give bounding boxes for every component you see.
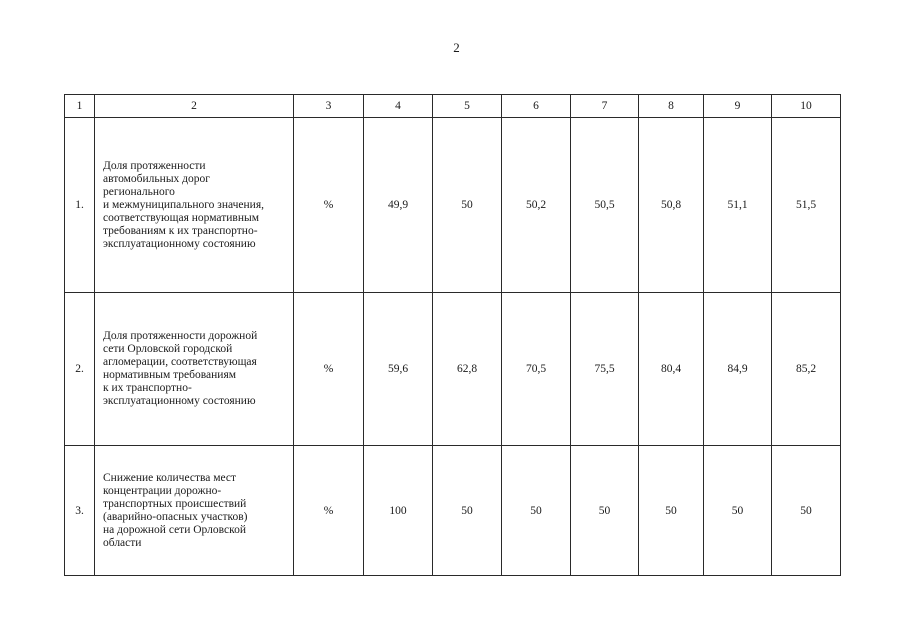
unit-cell: % xyxy=(294,293,364,446)
row-number: 3. xyxy=(65,446,95,576)
value-cell: 50 xyxy=(639,446,704,576)
value-cell: 50,5 xyxy=(571,118,639,293)
value-cell: 50 xyxy=(772,446,841,576)
value-cell: 59,6 xyxy=(364,293,433,446)
value-cell: 51,1 xyxy=(704,118,772,293)
value-cell: 84,9 xyxy=(704,293,772,446)
unit-cell: % xyxy=(294,446,364,576)
header-cell: 2 xyxy=(95,95,294,118)
value-cell: 100 xyxy=(364,446,433,576)
value-cell: 50 xyxy=(502,446,571,576)
indicator-description-text: Доля протяженности дорожной сети Орловской городской агломерации, соответствующая нормативным требованиям к их транспортно- эксплуатационному состоянию xyxy=(103,330,258,407)
indicator-description xyxy=(95,446,294,576)
table-row xyxy=(65,293,841,446)
header-cell: 3 xyxy=(294,95,364,118)
table-header-row xyxy=(65,95,841,118)
indicator-description xyxy=(95,293,294,446)
indicator-description-text: Доля протяженности автомобильных дорог регионального и межмуниципального значения, соответствующая нормативным требованиям к их транспортно- эксплуатационному состоянию xyxy=(103,159,265,250)
header-cell: 1 xyxy=(65,95,95,118)
value-cell: 49,9 xyxy=(364,118,433,293)
header-cell: 6 xyxy=(502,95,571,118)
row-number: 2. xyxy=(65,293,95,446)
value-cell: 50 xyxy=(433,446,502,576)
value-cell: 50 xyxy=(571,446,639,576)
table-row xyxy=(65,118,841,293)
header-cell: 9 xyxy=(704,95,772,118)
value-cell: 80,4 xyxy=(639,293,704,446)
value-cell: 85,2 xyxy=(772,293,841,446)
page-number: 2 xyxy=(453,40,460,55)
header-cell: 7 xyxy=(571,95,639,118)
value-cell: 62,8 xyxy=(433,293,502,446)
value-cell: 50,8 xyxy=(639,118,704,293)
indicator-description-text: Снижение количества мест концентрации дорожно- транспортных происшествий (аварийно-опасных участков) на дорожной сети Орловской области xyxy=(103,471,248,549)
value-cell: 50 xyxy=(704,446,772,576)
value-cell: 50 xyxy=(433,118,502,293)
data-table xyxy=(64,94,841,576)
header-cell: 8 xyxy=(639,95,704,118)
header-cell: 4 xyxy=(364,95,433,118)
value-cell: 70,5 xyxy=(502,293,571,446)
value-cell: 51,5 xyxy=(772,118,841,293)
header-cell: 10 xyxy=(772,95,841,118)
header-cell: 5 xyxy=(433,95,502,118)
indicator-description xyxy=(95,118,294,293)
unit-cell: % xyxy=(294,118,364,293)
value-cell: 50,2 xyxy=(502,118,571,293)
value-cell: 75,5 xyxy=(571,293,639,446)
table-row xyxy=(65,446,841,576)
row-number: 1. xyxy=(65,118,95,293)
